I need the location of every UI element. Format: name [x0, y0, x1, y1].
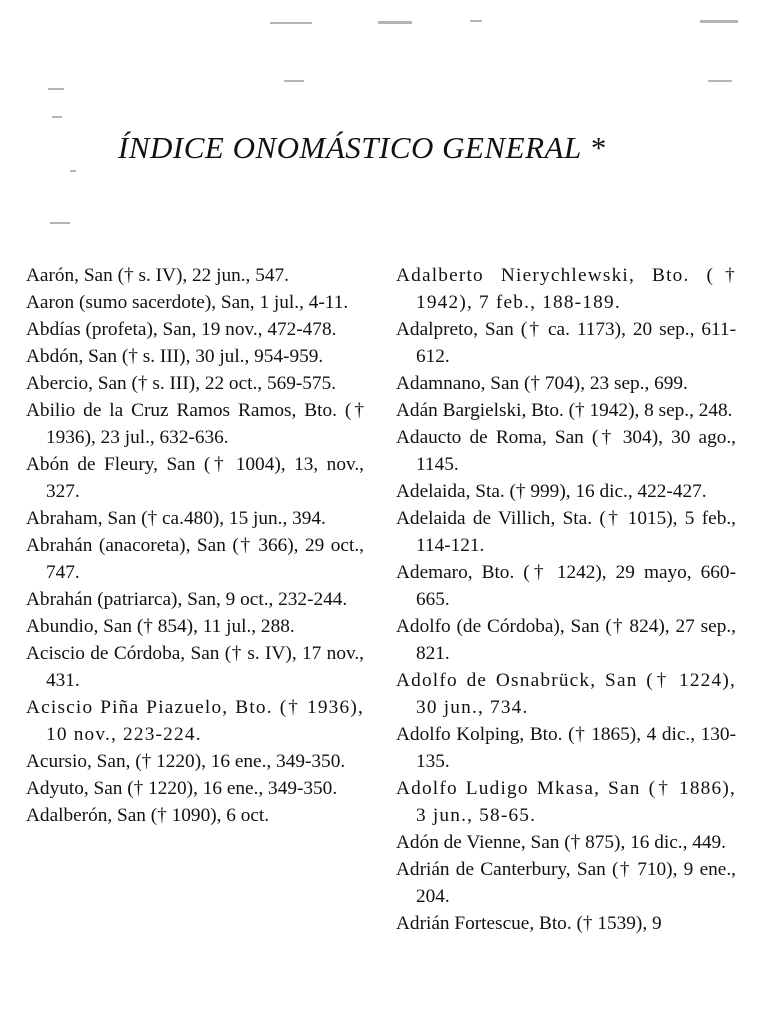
page-title: ÍNDICE ONOMÁSTICO GENERAL *	[118, 130, 606, 165]
index-entry: Abercio, San († s. III), 22 oct., 569-575.	[26, 373, 337, 394]
index-entry: Adán Bargielski, Bto. († 1942), 8 sep., 248.	[396, 400, 733, 421]
index-entry: Adolfo de Osnabrück, San († 1224), 30 jun., 734.	[396, 670, 736, 718]
index-entry: Adalpreto, San († ca. 1173), 20 sep., 611-612.	[396, 319, 736, 367]
index-entry: Adalberto Nierychlewski, Bto. († 1942), 7 feb., 188-189.	[396, 265, 736, 313]
index-entry: Adolfo Kolping, Bto. († 1865), 4 dic., 130-135.	[396, 724, 736, 772]
index-entry: Adolfo Ludigo Mkasa, San († 1886), 3 jun., 58-65.	[396, 778, 736, 826]
index-entry: Adrián de Canterbury, San († 710), 9 ene., 204.	[396, 859, 736, 907]
index-entry: Abrahán (patriarca), San, 9 oct., 232-244.	[26, 589, 348, 610]
index-entry: Adalberón, San († 1090), 6 oct.	[26, 805, 270, 826]
index-entry: Acursio, San, († 1220), 16 ene., 349-350.	[26, 751, 346, 772]
index-column-left	[26, 262, 364, 829]
index-entry: Aaron (sumo sacerdote), San, 1 jul., 4-11.	[26, 292, 349, 313]
index-entry: Abdías (profeta), San, 19 nov., 472-478.	[26, 319, 337, 340]
index-entry: Adamnano, San († 704), 23 sep., 699.	[396, 373, 688, 394]
index-entry: Abundio, San († 854), 11 jul., 288.	[26, 616, 295, 637]
index-entry: Adyuto, San († 1220), 16 ene., 349-350.	[26, 778, 338, 799]
index-entry: Aarón, San († s. IV), 22 jun., 547.	[26, 265, 289, 286]
index-entry: Abrahán (anacoreta), San († 366), 29 oct., 747.	[26, 535, 364, 583]
index-entry: Adaucto de Roma, San († 304), 30 ago., 1145.	[396, 427, 736, 475]
index-entry: Abdón, San († s. III), 30 jul., 954-959.	[26, 346, 324, 367]
index-entry: Adolfo (de Córdoba), San († 824), 27 sep., 821.	[396, 616, 736, 664]
index-entry: Ademaro, Bto. († 1242), 29 mayo, 660-665.	[396, 562, 736, 610]
index-entry: Abón de Fleury, San († 1004), 13, nov., 327.	[26, 454, 364, 502]
index-entry: Abraham, San († ca.480), 15 jun., 394.	[26, 508, 326, 529]
index-entry: Abilio de la Cruz Ramos Ramos, Bto. († 1936), 23 jul., 632-636.	[26, 400, 364, 448]
index-entry: Adelaida, Sta. († 999), 16 dic., 422-427.	[396, 481, 707, 502]
index-entry: Aciscio de Córdoba, San († s. IV), 17 nov., 431.	[26, 643, 364, 691]
index-entry: Adelaida de Villich, Sta. († 1015), 5 feb., 114-121.	[396, 508, 736, 556]
index-entry: Adrián Fortescue, Bto. († 1539), 9	[396, 913, 662, 934]
index-entry: Aciscio Piña Piazuelo, Bto. († 1936), 10 nov., 223-224.	[26, 697, 364, 745]
index-entry: Adón de Vienne, San († 875), 16 dic., 449.	[396, 832, 726, 853]
index-column-right	[396, 262, 736, 937]
